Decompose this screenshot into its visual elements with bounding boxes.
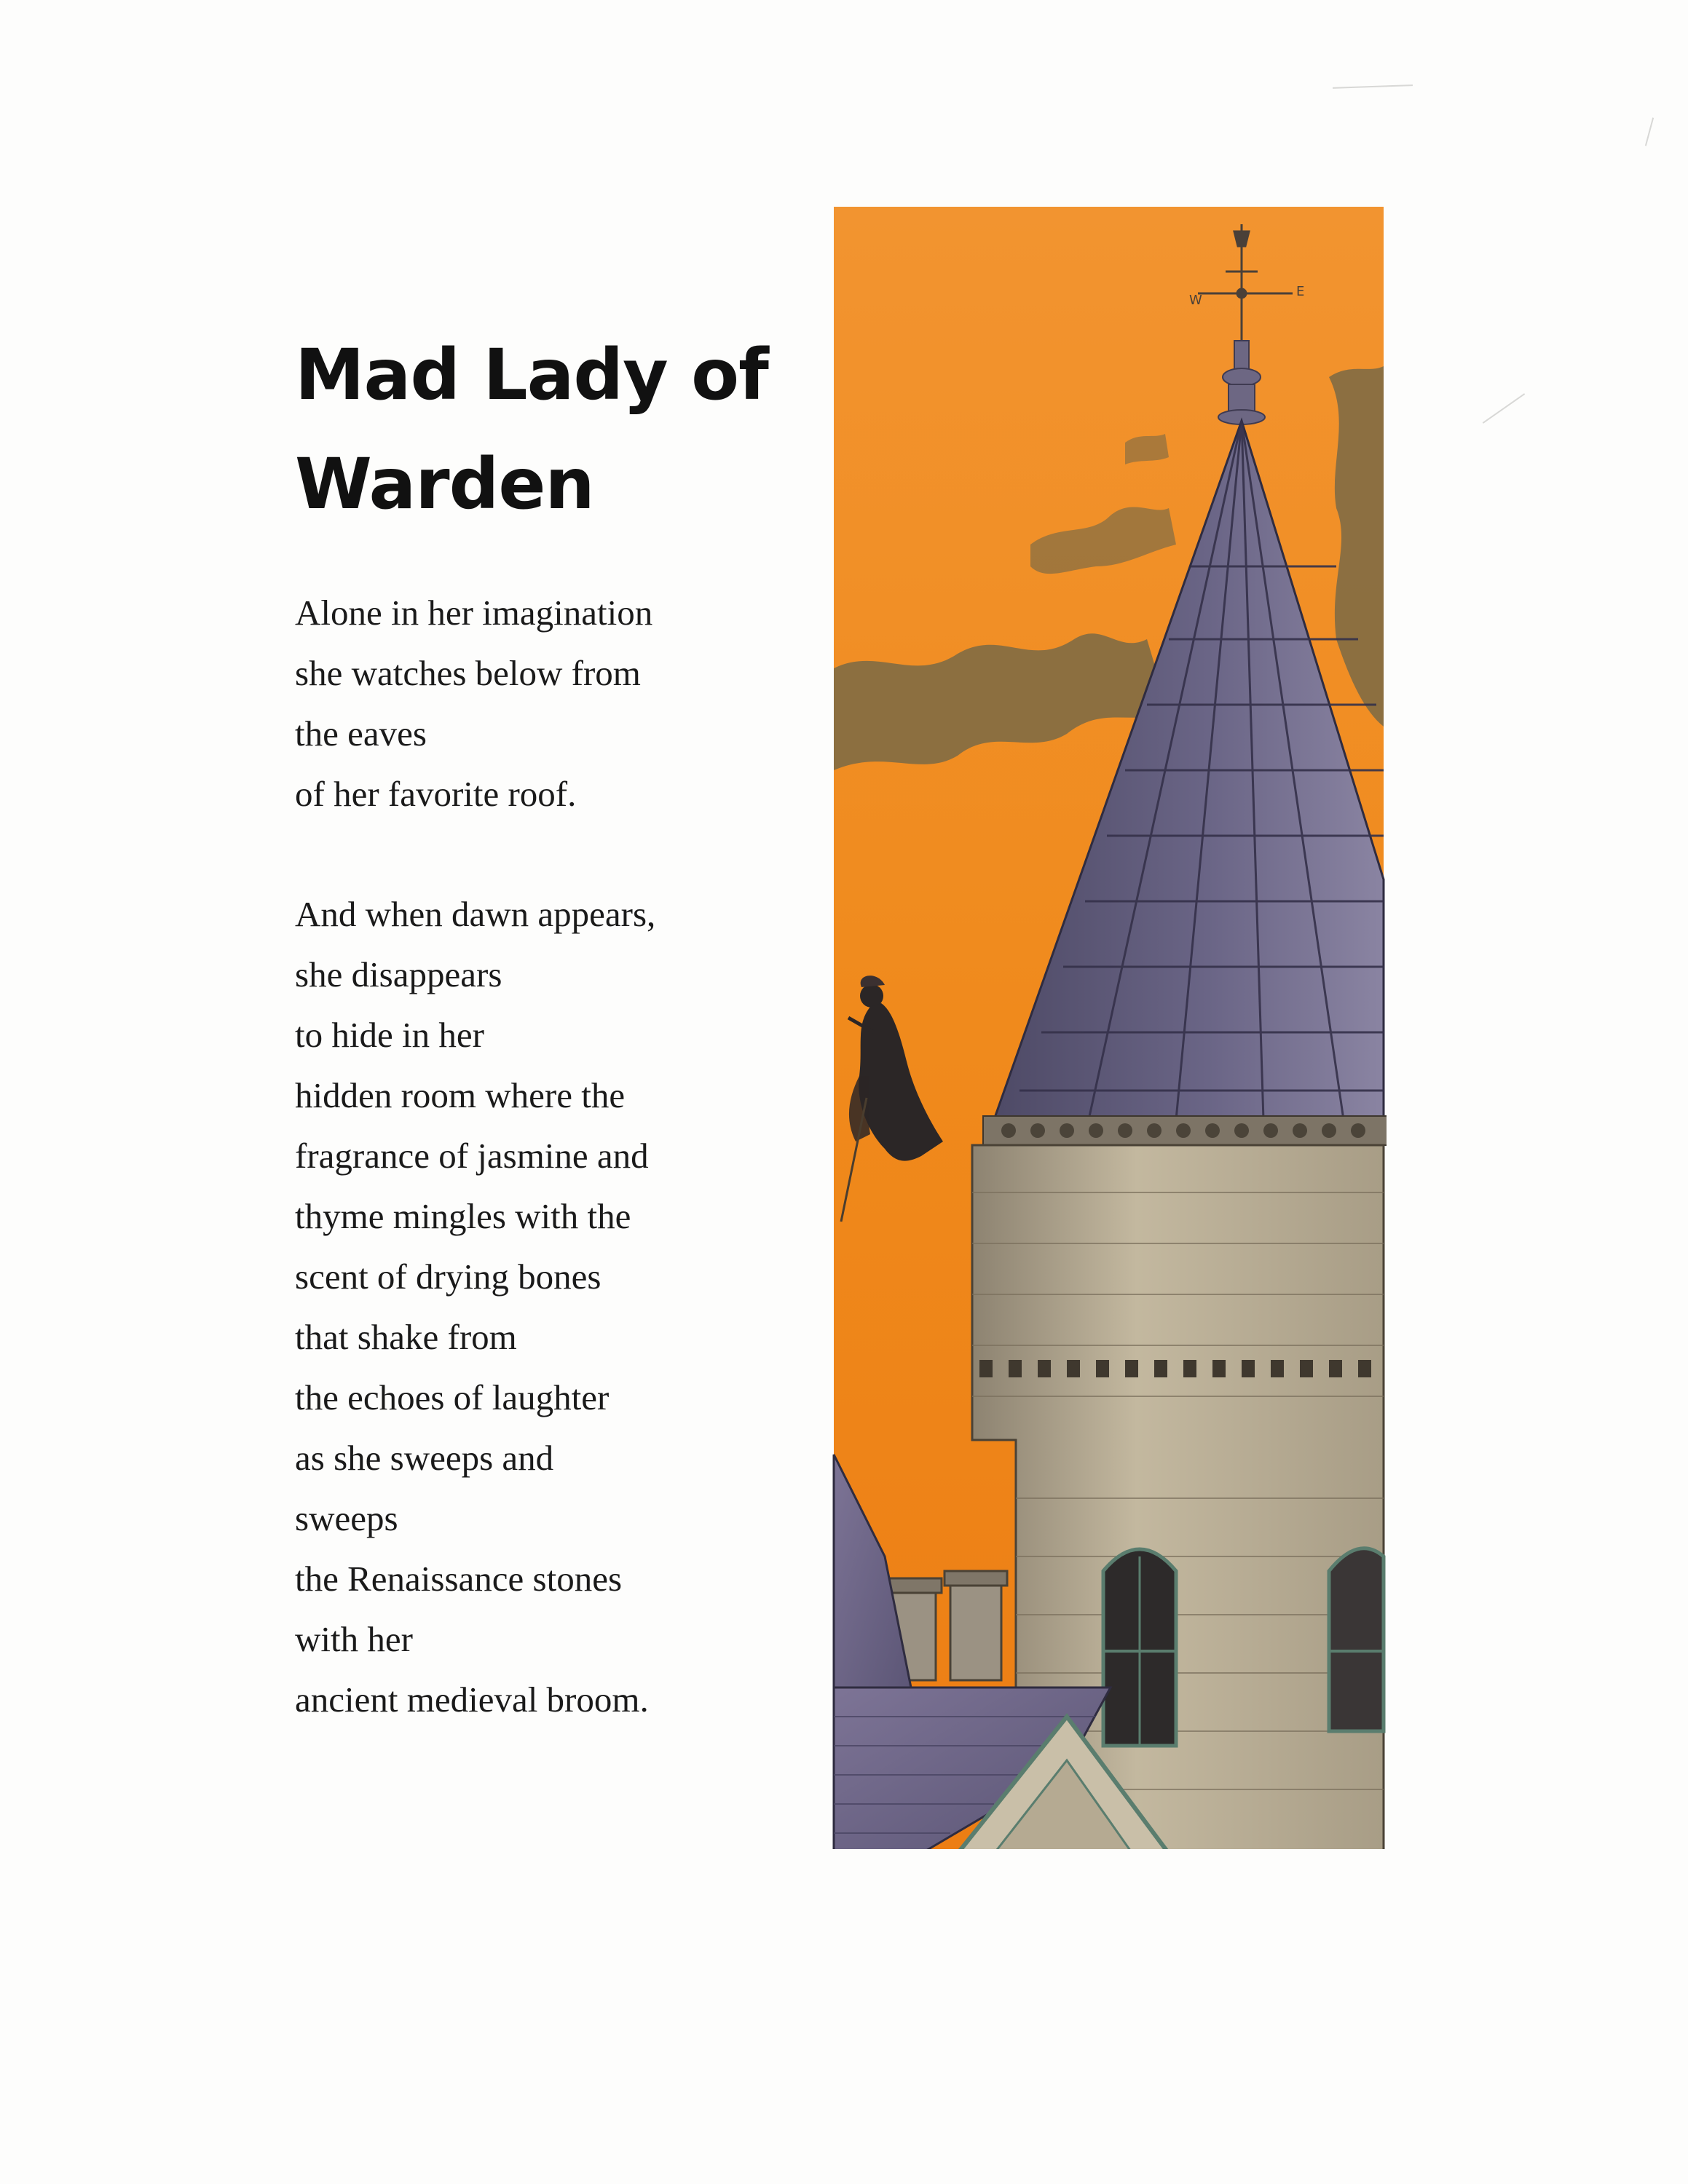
poem-title bbox=[295, 320, 805, 539]
poem-line: Alone in her imagination bbox=[295, 593, 653, 633]
tower-illustration bbox=[827, 202, 1391, 1853]
scan-mark bbox=[1483, 393, 1525, 424]
weathervane-letter: E bbox=[1296, 284, 1305, 299]
poem-line: that shake from bbox=[295, 1317, 517, 1357]
poem-line: the echoes of laughter bbox=[295, 1377, 610, 1417]
tower-cornice bbox=[983, 1116, 1391, 1145]
poem-line: And when dawn appears, bbox=[295, 894, 656, 934]
poem-line: with her bbox=[295, 1619, 413, 1659]
title-line: Mad Lady of bbox=[295, 334, 768, 416]
poem-line: hidden room where the bbox=[295, 1075, 626, 1115]
poem-line: ancient medieval broom. bbox=[295, 1679, 649, 1720]
scan-mark bbox=[1333, 84, 1413, 89]
scan-mark bbox=[1645, 117, 1654, 146]
poem-body bbox=[295, 582, 819, 1730]
tower-illustration-art bbox=[827, 202, 1391, 1853]
poem-line: scent of drying bones bbox=[295, 1257, 602, 1297]
poem-line: thyme mingles with the bbox=[295, 1196, 631, 1236]
poem-line: as she sweeps and bbox=[295, 1438, 554, 1478]
title-line: Warden bbox=[295, 443, 594, 525]
stanza-2 bbox=[295, 884, 819, 1730]
weathervane-letter: W bbox=[1189, 293, 1202, 308]
poem-line: she watches below from bbox=[295, 653, 641, 693]
poem-line: of her favorite roof. bbox=[295, 774, 577, 814]
stanza-1 bbox=[295, 582, 819, 824]
poem-line: fragrance of jasmine and bbox=[295, 1136, 649, 1176]
poem-line: the Renaissance stones bbox=[295, 1559, 623, 1599]
poem-line: to hide in her bbox=[295, 1015, 484, 1055]
poem-line: she disappears bbox=[295, 954, 502, 994]
poem-line: sweeps bbox=[295, 1498, 398, 1538]
poem-line: the eaves bbox=[295, 713, 427, 753]
